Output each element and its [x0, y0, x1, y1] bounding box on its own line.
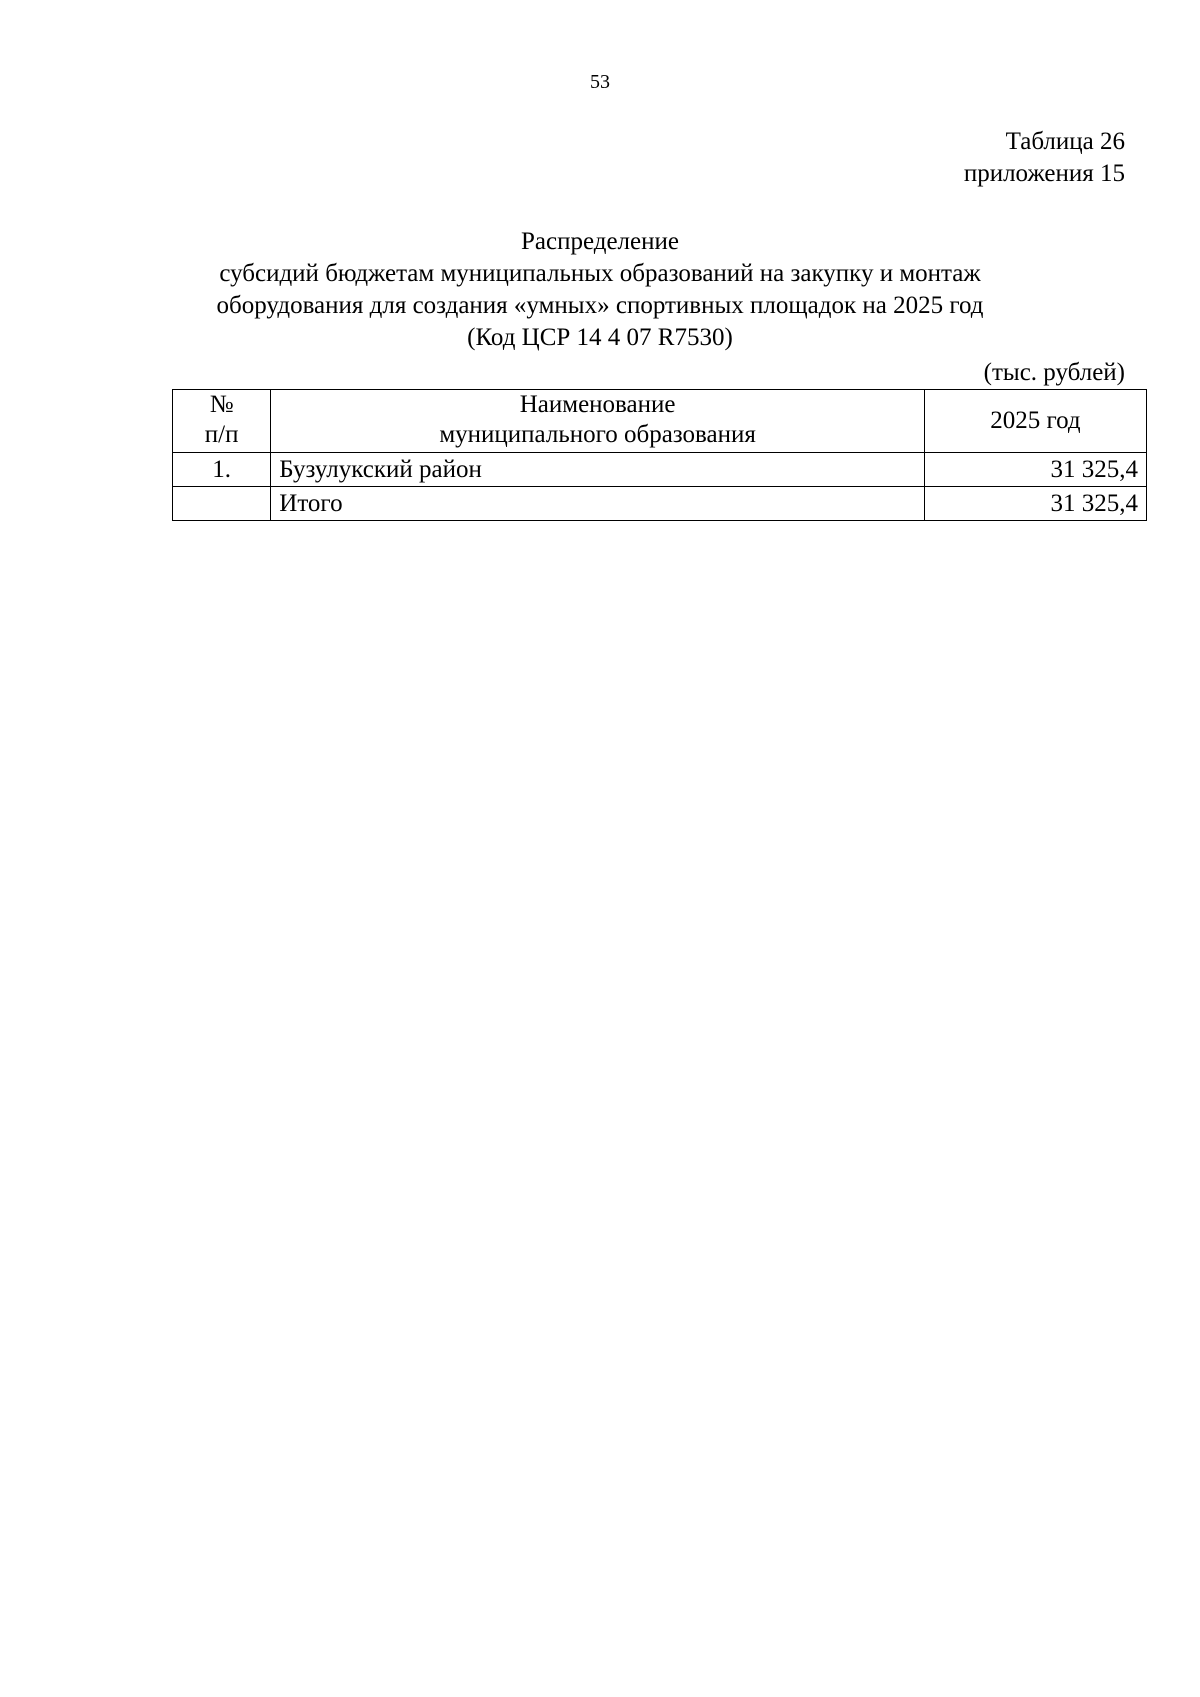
table-number: Таблица 26: [1005, 128, 1125, 155]
header-number: [173, 390, 271, 453]
row-name: Бузулукский район: [271, 453, 925, 487]
table-row: [173, 453, 1147, 487]
table-reference: [964, 126, 1125, 190]
document-title: [120, 226, 1080, 354]
title-line-3: оборудования для создания «умных» спортивных площадок на 2025 год: [216, 292, 984, 319]
header-number-line-2: п/п: [204, 421, 239, 448]
title-line-2: субсидий бюджетам муниципальных образований на закупку и монтаж: [219, 260, 981, 287]
total-value: 31 325,4: [924, 487, 1146, 521]
title-line-4: (Код ЦСР 14 4 07 R7530): [467, 324, 733, 351]
title-line-1: Распределение: [521, 228, 679, 255]
header-name: [271, 390, 925, 453]
total-row: [173, 487, 1147, 521]
row-value: 31 325,4: [924, 453, 1146, 487]
header-number-line-1: №: [209, 391, 234, 418]
subsidy-table: [172, 389, 1147, 521]
table-header-row: [173, 390, 1147, 453]
appendix-reference: приложения 15: [963, 160, 1125, 187]
total-number: [173, 487, 271, 521]
units-label: (тыс. рублей): [983, 359, 1125, 386]
header-year: 2025 год: [924, 390, 1146, 453]
total-label: Итого: [271, 487, 925, 521]
row-number: 1.: [173, 453, 271, 487]
header-name-line-1: Наименование: [519, 391, 676, 418]
page-number: 53: [590, 71, 610, 93]
header-name-line-2: муниципального образования: [439, 421, 756, 448]
